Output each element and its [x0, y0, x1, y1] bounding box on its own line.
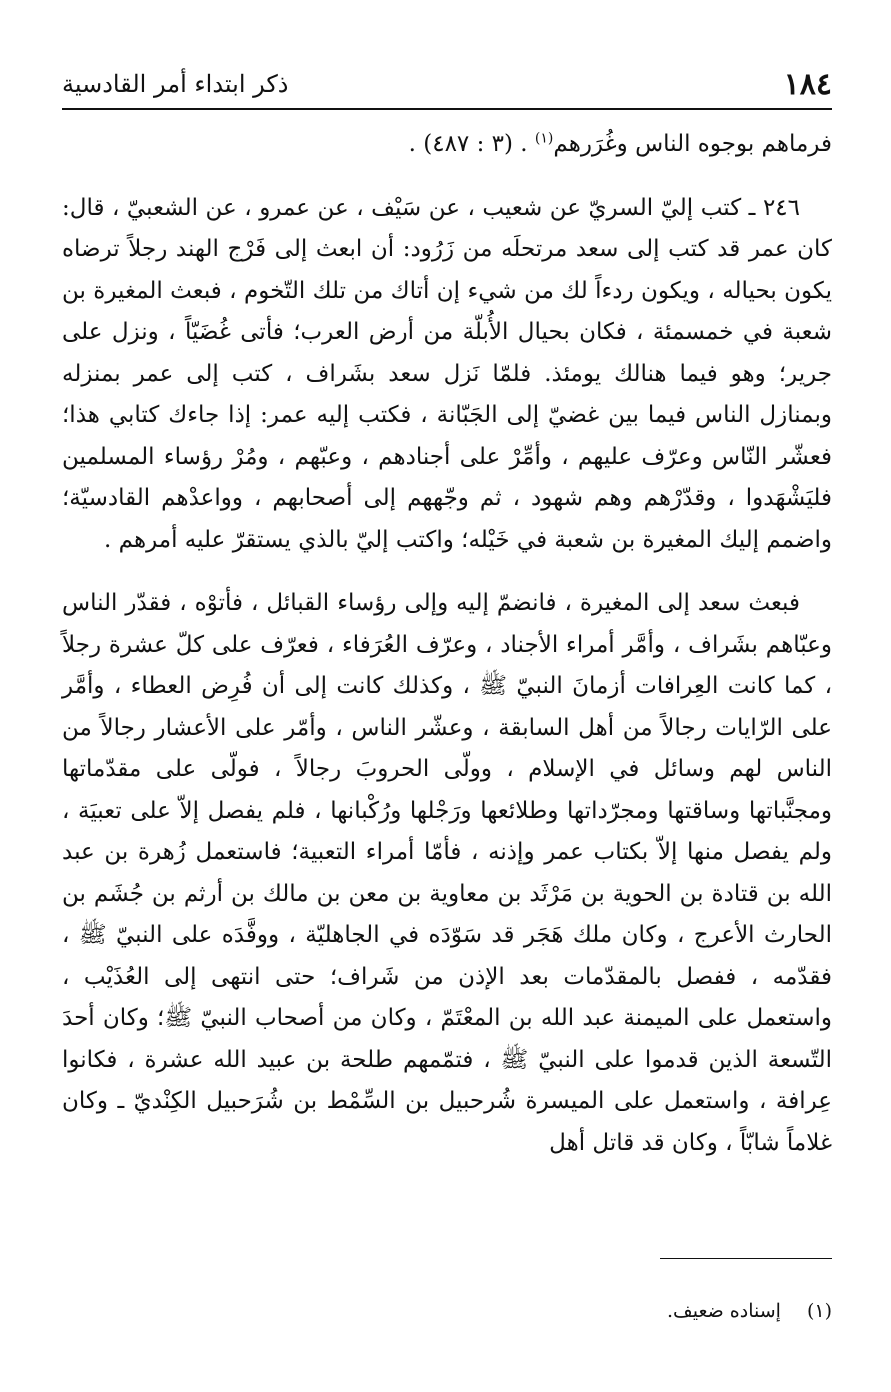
main-text	[62, 124, 832, 1164]
paragraph-1-tail: . (٣ : ٤٨٧) .	[408, 131, 535, 157]
running-title: ذكر ابتداء أمر القادسية	[62, 70, 289, 98]
paragraph-1-text: فرماهم بوجوه الناس وغُرَرهم	[553, 131, 832, 157]
book-page	[62, 60, 832, 1360]
paragraph-1	[62, 124, 832, 166]
footnote-reference: (١)	[534, 130, 554, 147]
page-number: ١٨٤	[783, 66, 832, 102]
paragraph-2: ٢٤٦ ـ كتب إليّ السريّ عن شعيب ، عن سَيْف ، عن عمرو ، عن الشعبيّ ، قال: كان عمر قد كتب إلى سعد مرتحلَه من زَرُود: أن ابعث إلى فَرْج الهند رجلاً ترضاه يكون بحياله ، ويكون ردءاً لك من شيء إن أتاك من تلك التّخوم ، فبعث المغيرة بن شعبة في خمسمئة ، فكان بحيال الأُبلّة من أرض العرب؛ فأتى غُضَيّاً ، ونزل على جرير؛ وهو فيما هنالك يومئذ. فلمّا نَزل سعد بشَراف ، كتب إلى عمر بمنزله وبمنازل الناس فيما بين غضيّ إلى الجَبّانة ، فكتب إليه عمر: إذا جاءك كتابي هذا؛ فعشّر النّاس وعرّف عليهم ، وأمِّرْ على أجنادهم ، وعبّهم ، ومُرْ رؤساء المسلمين فليَشْهَدوا ، وقدّرْهم وهم شهود ، ثم وجّههم إلى أصحابهم ، وواعدْهم القادسيّة؛ واضمم إليك المغيرة بن شعبة في خَيْله؛ واكتب إليّ بالذي يستقرّ عليه أمرهم .	[62, 194, 832, 553]
paragraph-3: فبعث سعد إلى المغيرة ، فانضمّ إليه وإلى رؤساء القبائل ، فأتوْه ، فقدّر الناس وعبّاهم بشَراف ، وأمَّر أمراء الأجناد ، وعرّف العُرَفاء ، فعرّف على كلّ عشرة رجلاً ، كما كانت العِرافات أزمانَ النبيّ ﷺ ، وكذلك كانت إلى أن فُرِض العطاء ، وأمَّر على الرّايات رجالاً من أهل السابقة ، وعشّر الناس ، وأمّر على الأعشار رجالاً من الناس لهم وسائل في الإسلام ، وولّى الحروبَ رجالاً ، فولّى على مقدّماتها ومجنَّباتها وساقتها ومجرّداتها وطلائعها ورَجْلها ورُكْبانها ، فلم يفصل إلاّ على تعبيَة ، ولم يفصل منها إلاّ بكتاب عمر وإذنه ، فأمّا أمراء التعبية؛ فاستعمل زُهرة بن عبد الله بن قتادة بن الحوية بن مَرْثَد بن معاوية بن معن بن مالك بن أرثم بن جُشَم بن الحارث الأعرج ، وكان ملك هَجَر قد سَوّدَه في الجاهليّة ، ووفَّدَه على النبيّ ﷺ ، فقدّمه ، ففصل بالمقدّمات بعد الإذن من شَراف؛ حتى انتهى إلى العُذَيْب ، واستعمل على الميمنة عبد الله بن المعْتَمّ ، وكان من أصحاب النبيّ ﷺ؛ وكان أحدَ التّسعة الذين قدموا على النبيّ ﷺ ، فتمّمهم طلحة بن عبيد الله عشرة ، فكانوا عِرافة ، واستعمل على الميسرة شُرحبيل بن السِّمْط بن شُرَحبيل الكِنْديّ ـ وكان غلاماً شابّاً ، وكان قد قاتل أهل	[62, 590, 832, 1156]
footnote-marker: (١)	[806, 1300, 832, 1322]
footnote	[667, 1300, 832, 1322]
page-header	[62, 60, 832, 110]
footnote-text: إسناده ضعيف.	[667, 1300, 781, 1322]
footnote-divider	[660, 1258, 832, 1259]
